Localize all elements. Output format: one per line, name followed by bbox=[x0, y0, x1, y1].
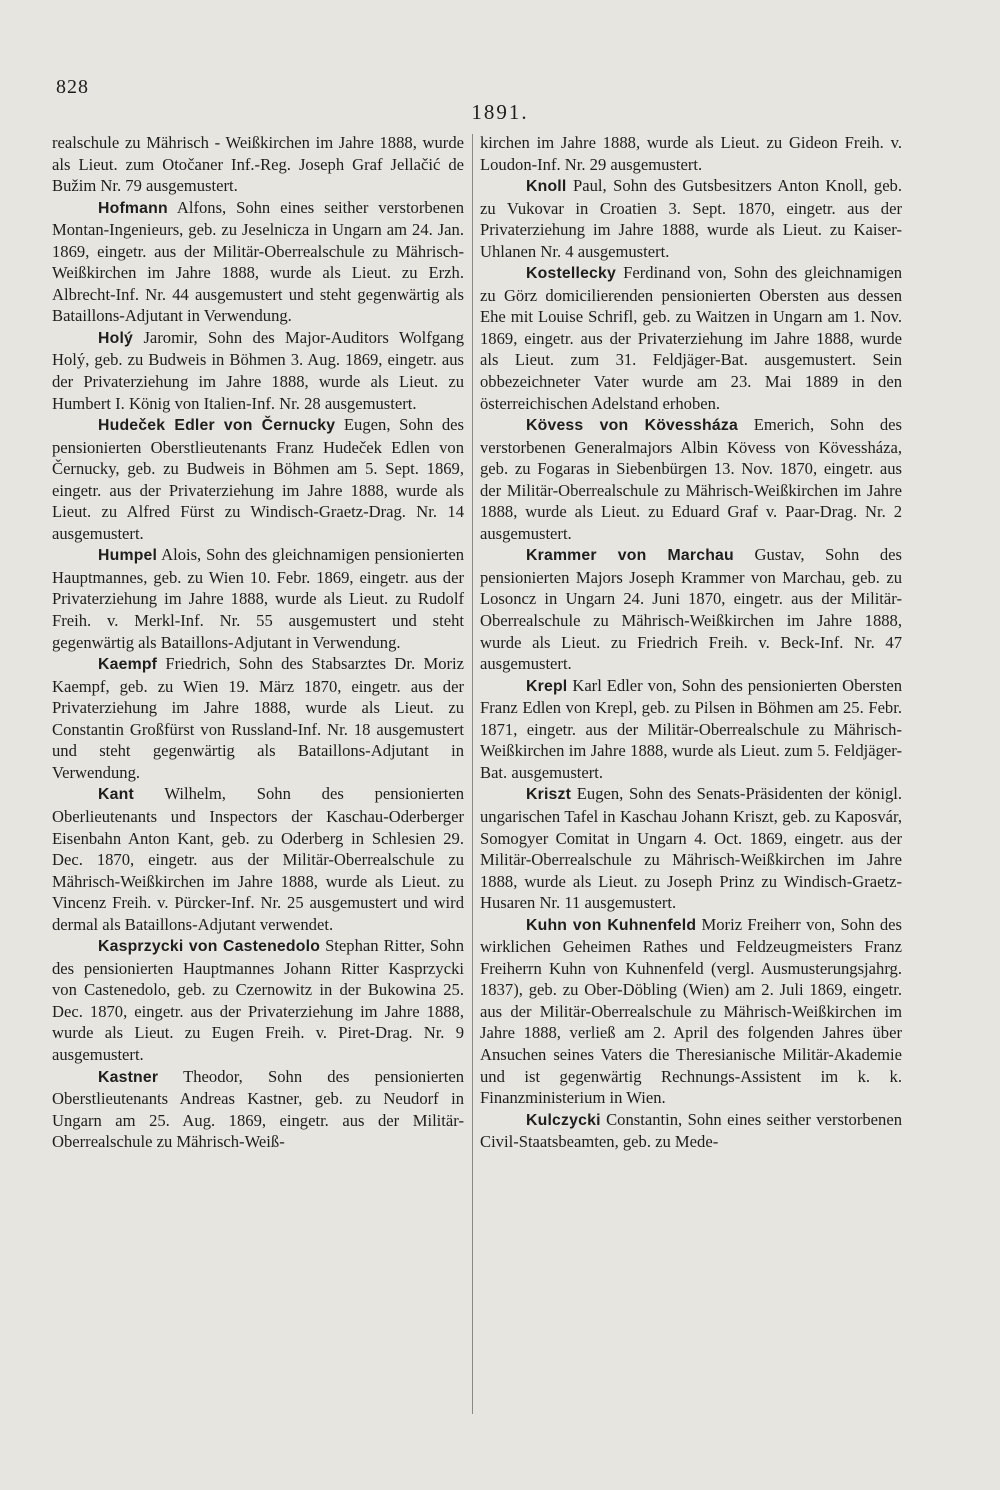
entry-text: Stephan Ritter, Sohn des pensionierten Hauptmannes Johann Ritter Kasprzycki von Castenedolo, geb. zu Czernowitz in der Bukowina 25. Dec. 1870, eingetr. aus der Privaterziehung im Jahre 1888, wurde als Lieut. zu Eugen Freih. v. Piret-Drag. Nr. 9 ausgemustert. bbox=[52, 936, 464, 1064]
entry-text: Gustav, Sohn des pensionierten Majors Joseph Krammer von Marchau, geb. zu Losoncz in Ungarn 24. Juni 1870, eingetr. aus der Militär-Oberrealschule zu Mährisch-Weißkirchen im Jahre 1888, wurde als Lieut. zu Friedrich Freih. v. Beck-Inf. Nr. 47 ausgemustert. bbox=[480, 545, 902, 674]
entry-name: Holý bbox=[98, 329, 134, 347]
entry-text: Constantin, Sohn eines seither verstorbenen Civil-Staatsbeamten, geb. zu Mede- bbox=[480, 1109, 902, 1152]
entry-kastner bbox=[52, 1066, 464, 1153]
entry-kuhn bbox=[480, 914, 902, 1109]
entry-name: Kulczycki bbox=[526, 1111, 601, 1129]
entry-kaempf bbox=[52, 653, 464, 783]
entry-text: Theodor, Sohn des pensionierten Oberstlieutenants Andreas Kastner, geb. zu Neudorf in Ungarn am 25. Aug. 1869, eingetr. aus der Militär-Oberrealschule zu Mährisch-Weiß- bbox=[52, 1066, 464, 1152]
entry-name: Kuhn von Kuhnenfeld bbox=[526, 916, 697, 934]
entry-text: Alois, Sohn des gleichnamigen pensionierten Hauptmannes, geb. zu Wien 10. Febr. 1869, eingetr. aus der Privaterziehung im Jahre 1888, wurde als Lieut. zu Rudolf Freih. v. Merkl-Inf. Nr. 55 ausgemustert und steht gegenwärtig als Bataillons-Adjutant in Verwendung. bbox=[52, 545, 464, 652]
entry-continuation bbox=[52, 132, 464, 197]
entry-kostellecky bbox=[480, 262, 902, 414]
entry-text: Wilhelm, Sohn des pensionierten Oberlieutenants und Inspectors der Kaschau-Oderberger Eisenbahn Anton Kant, geb. zu Oderberg in Schlesien 29. Dec. 1870, eingetr. aus der Militär-Oberrealschule zu Mährisch-Weißkirchen im Jahre 1888, wurde als Lieut. zu Vincenz Freih. v. Pürcker-Inf. Nr. 25 ausgemustert und wird dermal als Bataillons-Adjutant verwendet. bbox=[52, 784, 464, 934]
entry-text: Friedrich, Sohn des Stabsarztes Dr. Moriz Kaempf, geb. zu Wien 19. März 1870, eingetr. aus der Privaterziehung im Jahre 1888, wurde als Lieut. zu Constantin Großfürst von Russland-Inf. Nr. 18 ausgemustert und steht gegenwärtig als Bataillons-Adjutant in Verwendung. bbox=[52, 654, 464, 782]
entry-name: Kastner bbox=[98, 1068, 159, 1086]
entry-krepl bbox=[480, 675, 902, 784]
entry-name: Knoll bbox=[526, 178, 567, 196]
entry-text: Jaromir, Sohn des Major-Auditors Wolfgang Holý, geb. zu Budweis in Böhmen 3. Aug. 1869, eingetr. aus der Privaterziehung im Jahre 1888, wurde als Lieut. zu Humbert I. König von Italien-Inf. Nr. 28 ausgemustert. bbox=[52, 327, 464, 413]
entry-continuation bbox=[480, 132, 902, 175]
entry-text: kirchen im Jahre 1888, wurde als Lieut. zu Gideon Freih. v. Loudon-Inf. Nr. 29 ausgemustert. bbox=[480, 133, 902, 174]
left-column bbox=[52, 132, 464, 1153]
entry-name: Hudeček Edler von Černucky bbox=[98, 417, 336, 435]
entry-kant bbox=[52, 783, 464, 935]
entry-knoll bbox=[480, 175, 902, 262]
page-year-heading: 1891. bbox=[471, 100, 529, 124]
entry-kasprzycki bbox=[52, 935, 464, 1065]
entry-name: Kövess von Kövessháza bbox=[526, 417, 738, 435]
entry-text: Moriz Freiherr von, Sohn des wirklichen Geheimen Rathes und Feldzeugmeisters Franz Freiherrn Kuhn von Kuhnenfeld (vergl. Ausmusterungsjahrg. 1837), geb. zu Ober-Döbling (Wien) am 2. Juli 1869, eingetr. aus der Militär-Oberrealschule zu Mährisch-Weißkirchen im Jahre 1888, verließ am 2. April des folgenden Jahres über Ansuchen seines Vaters die Theresianische Militär-Akademie und ist gegenwärtig Rechnungs-Assistent im k. k. Finanzministerium in Wien. bbox=[480, 914, 902, 1108]
entry-name: Kostellecky bbox=[526, 265, 617, 283]
column-divider bbox=[472, 134, 473, 1414]
entry-humpel bbox=[52, 544, 464, 653]
entry-text: Paul, Sohn des Gutsbesitzers Anton Knoll, geb. zu Vukovar in Croatien 3. Sept. 1870, eingetr. aus der Privaterziehung im Jahre 1888, wurde als Lieut. zu Kaiser-Uhlanen Nr. 4 ausgemustert. bbox=[480, 176, 902, 261]
entry-text: Emerich, Sohn des verstorbenen Generalmajors Albin Kövess von Kövessháza, geb. zu Fogaras in Siebenbürgen 13. Nov. 1870, eingetr. aus der Militär-Oberrealschule zu Mährisch-Weißkirchen im Jahre 1888, wurde als Lieut. zu Eduard Graf v. Paar-Drag. Nr. 2 ausgemustert. bbox=[480, 415, 902, 543]
page-number: 828 bbox=[56, 76, 89, 98]
entry-name: Kriszt bbox=[526, 786, 572, 804]
entry-name: Kasprzycki von Castenedolo bbox=[98, 938, 321, 956]
entry-text: realschule zu Mährisch - Weißkirchen im Jahre 1888, wurde als Lieut. zum Otočaner Inf.-Reg. Joseph Graf Jellačić de Bužim Nr. 79 ausgemustert. bbox=[52, 133, 464, 196]
entry-krammer bbox=[480, 544, 902, 674]
entry-hofmann bbox=[52, 197, 464, 327]
entry-text: Karl Edler von, Sohn des pensionierten Obersten Franz Edlen von Krepl, geb. zu Pilsen in Böhmen am 25. Febr. 1871, eingetr. aus der Militär-Oberrealschule zu Mährisch-Weißkirchen im Jahre 1888, wurde als Lieut. zum 5. Feldjäger-Bat. ausgemustert. bbox=[480, 675, 902, 782]
entry-name: Kant bbox=[98, 786, 134, 804]
entry-hudecek bbox=[52, 414, 464, 544]
entry-name: Kaempf bbox=[98, 656, 158, 674]
right-column bbox=[480, 132, 902, 1153]
entry-name: Hofmann bbox=[98, 199, 168, 217]
entry-holy bbox=[52, 327, 464, 414]
entry-kovess bbox=[480, 414, 902, 544]
entry-text: Alfons, Sohn eines seither verstorbenen Montan-Ingenieurs, geb. zu Jeselnicza in Ungarn am 24. Jan. 1869, eingetr. aus der Militär-Oberrealschule zu Mährisch-Weißkirchen im Jahre 1888, wurde als Lieut. zu Erzh. Albrecht-Inf. Nr. 44 ausgemustert und steht gegenwärtig als Bataillons-Adjutant in Verwendung. bbox=[52, 197, 464, 326]
entry-text: Eugen, Sohn des Senats-Präsidenten der königl. ungarischen Tafel in Kaschau Johann Kriszt, geb. zu Kaposvár, Somogyer Comitat in Ungarn 4. Oct. 1869, eingetr. aus der Militär-Oberrealschule zu Mährisch-Weißkirchen im Jahre 1888, wurde als Lieut. zu Joseph Prinz zu Windisch-Graetz-Husaren Nr. 11 ausgemustert. bbox=[480, 784, 902, 913]
entry-name: Krepl bbox=[526, 677, 568, 695]
entry-name: Humpel bbox=[98, 547, 158, 565]
entry-name: Krammer von Marchau bbox=[526, 547, 734, 565]
entry-text: Ferdinand von, Sohn des gleichnamigen zu Görz domicilierenden pensionierten Obersten aus dessen Ehe mit Louise Schrifl, geb. zu Waitzen in Ungarn am 1. Nov. 1869, eingetr. aus der Privaterziehung im Jahre 1888, wurde als Lieut. zum 31. Feldjäger-Bat. ausgemustert. Sein obbezeichneter Vater wurde am 23. Mai 1889 in den österreichischen Adelstand erhoben. bbox=[480, 263, 902, 413]
entry-kulczycki bbox=[480, 1109, 902, 1153]
entry-text: Eugen, Sohn des pensionierten Oberstlieutenants Franz Hudeček Edlen von Černucky, geb. zu Budweis in Böhmen am 5. Sept. 1869, eingetr. aus der Privaterziehung im Jahre 1888, wurde als Lieut. zu Alfred Fürst zu Windisch-Graetz-Drag. Nr. 14 ausgemustert. bbox=[52, 415, 464, 543]
entry-kriszt bbox=[480, 783, 902, 913]
